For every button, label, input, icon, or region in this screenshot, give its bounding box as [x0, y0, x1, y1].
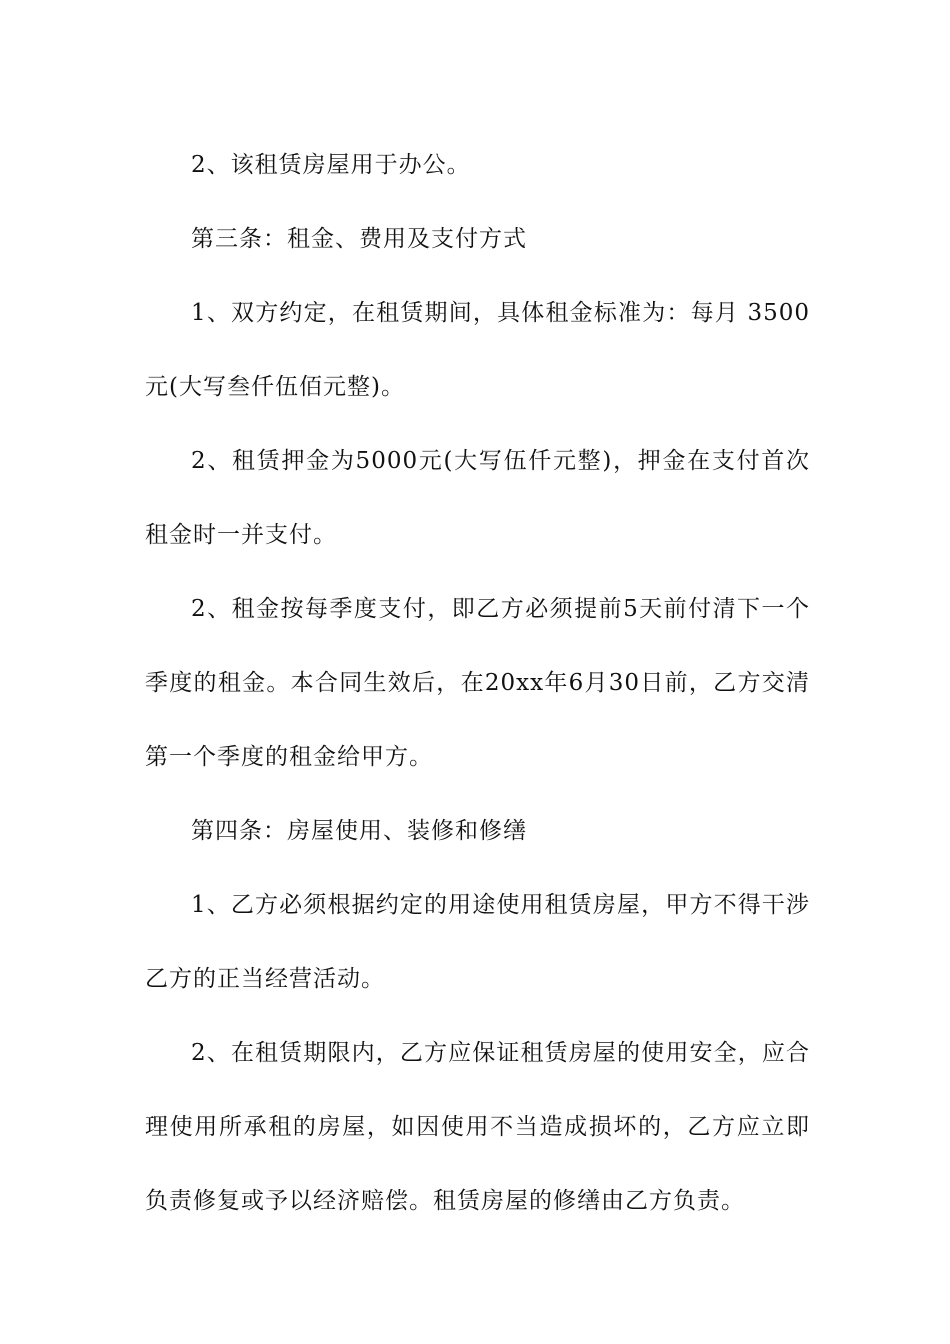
paragraph-quarterly-payment: 2、租金按每季度支付，即乙方必须提前5天前付清下一个季度的租金。本合同生效后，在20xx年6月30日前，乙方交清第一个季度的租金给甲方。 — [145, 596, 810, 770]
heading-article-three: 第三条：租金、费用及支付方式 — [191, 226, 527, 252]
paragraph-safety-repair: 2、在租赁期限内，乙方应保证租赁房屋的使用安全，应合理使用所承租的房屋，如因使用不当造成损坏的，乙方应立即负责修复或予以经济赔偿。租赁房屋的修缮由乙方负责。 — [145, 1040, 810, 1214]
heading-article-four: 第四条：房屋使用、装修和修缮 — [191, 818, 527, 844]
document-body — [145, 128, 810, 1238]
paragraph-use-purpose: 1、乙方必须根据约定的用途使用租赁房屋，甲方不得干涉乙方的正当经营活动。 — [145, 892, 810, 992]
paragraph-rent-standard: 1、双方约定，在租赁期间，具体租金标准为：每月 3500 元(大写叁仟伍佰元整)。 — [145, 300, 810, 400]
paragraph-deposit: 2、租赁押金为5000元(大写伍仟元整)，押金在支付首次租金时一并支付。 — [145, 448, 810, 548]
paragraph-usage: 2、该租赁房屋用于办公。 — [191, 152, 471, 178]
